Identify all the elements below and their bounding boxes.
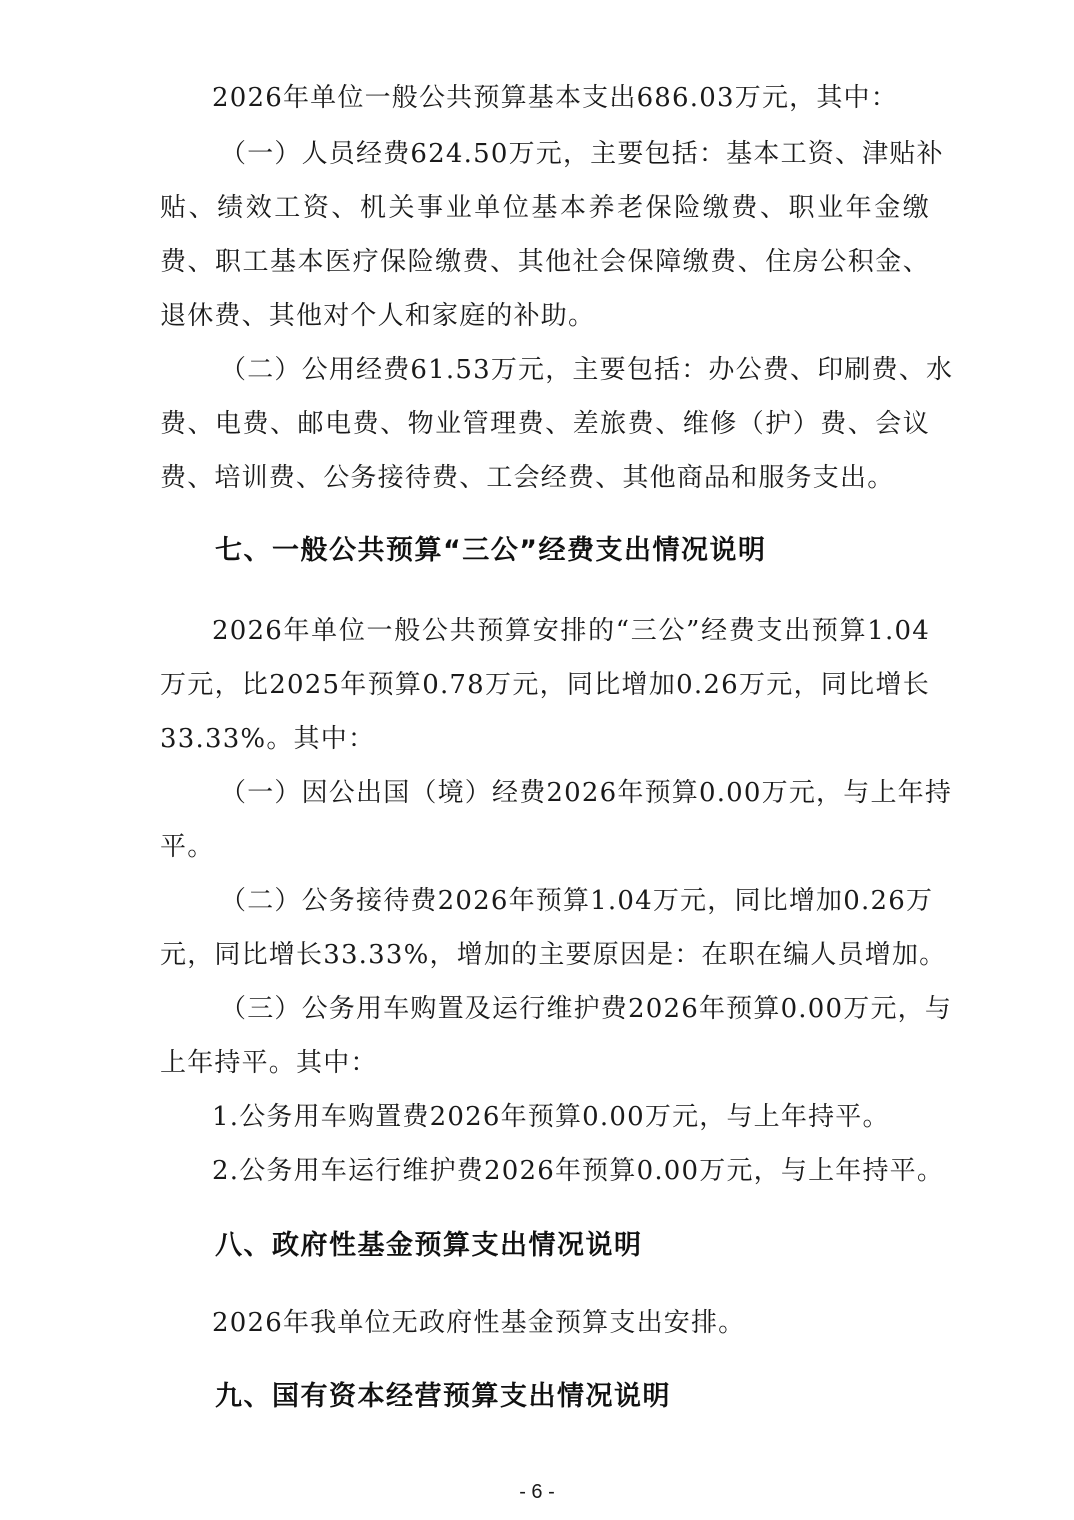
- paragraph-public-costs-line1: （二）公用经费61.53万元，主要包括：办公费、印刷费、水: [220, 355, 954, 385]
- paragraph-overseas-line2: 平。: [160, 832, 215, 862]
- paragraph-reception-line2: 元，同比增长33.33%，增加的主要原因是：在职在编人员增加。: [160, 940, 947, 970]
- paragraph-personnel-costs-line4: 退休费、其他对个人和家庭的补助。: [160, 301, 596, 331]
- paragraph-three-public-line2: 万元，比2025年预算0.78万元，同比增加0.26万元，同比增长: [160, 670, 930, 700]
- paragraph-personnel-costs-line3: 费、职工基本医疗保险缴费、其他社会保障缴费、住房公积金、: [160, 247, 930, 277]
- paragraph-three-public-line1: 2026年单位一般公共预算安排的“三公”经费支出预算1.04: [212, 616, 930, 646]
- paragraph-personnel-costs-line1: （一）人员经费624.50万元，主要包括：基本工资、津贴补: [220, 139, 944, 169]
- section-heading-eight: 八、政府性基金预算支出情况说明: [215, 1230, 643, 1261]
- paragraph-vehicle-maintenance: 2.公务用车运行维护费2026年预算0.00万元，与上年持平。: [212, 1156, 945, 1186]
- paragraph-public-costs-line3: 费、培训费、公务接待费、工会经费、其他商品和服务支出。: [160, 463, 895, 493]
- paragraph-public-costs-line2: 费、电费、邮电费、物业管理费、差旅费、维修（护）费、会议: [160, 409, 930, 439]
- section-heading-seven: 七、一般公共预算“三公”经费支出情况说明: [215, 535, 767, 566]
- paragraph-vehicle-purchase: 1.公务用车购置费2026年预算0.00万元，与上年持平。: [212, 1102, 890, 1132]
- paragraph-basic-expenditure: 2026年单位一般公共预算基本支出686.03万元，其中：: [212, 83, 898, 113]
- paragraph-personnel-costs-line2: 贴、绩效工资、机关事业单位基本养老保险缴费、职业年金缴: [160, 193, 930, 223]
- paragraph-overseas-line1: （一）因公出国（境）经费2026年预算0.00万元，与上年持: [220, 778, 953, 808]
- page-number: - 6 -: [519, 1481, 555, 1503]
- paragraph-three-public-line3: 33.33%。其中：: [160, 724, 376, 754]
- paragraph-vehicle-line1: （三）公务用车购置及运行维护费2026年预算0.00万元，与: [220, 994, 953, 1024]
- paragraph-vehicle-line2: 上年持平。其中：: [160, 1048, 378, 1078]
- section-heading-nine: 九、国有资本经营预算支出情况说明: [215, 1381, 671, 1412]
- paragraph-government-fund: 2026年我单位无政府性基金预算支出安排。: [212, 1308, 746, 1338]
- paragraph-reception-line1: （二）公务接待费2026年预算1.04万元，同比增加0.26万: [220, 886, 934, 916]
